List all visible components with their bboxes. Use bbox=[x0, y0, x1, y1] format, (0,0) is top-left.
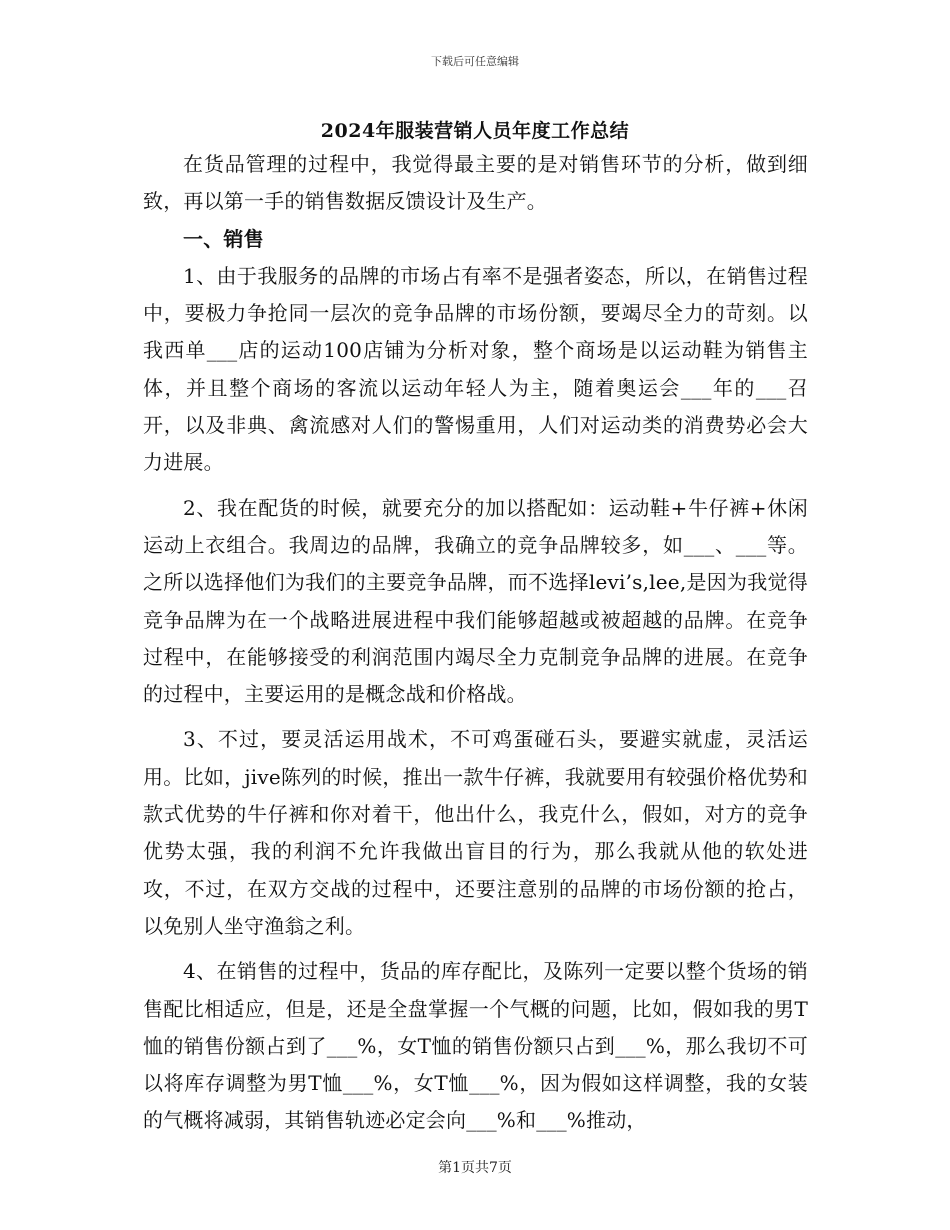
paragraph-1: 1、由于我服务的品牌的市场占有率不是强者姿态，所以，在销售过程中，要极力争抢同一层次的竞争品牌的市场份额，要竭尽全力的苛刻。以我西单___店的运动100店铺为分析对象，整个商场是以运动鞋为销售主体，并且整个商场的客流以运动年轻人为主，随着奥运会___年的___召开，以及非典、禽流感对人们的警惕重用，人们对运动类的消费势必会大力进展。 bbox=[143, 263, 808, 475]
intro-paragraph: 在货品管理的过程中，我觉得最主要的是对销售环节的分析，做到细致，再以第一手的销售数据反馈设计及生产。 bbox=[143, 152, 808, 214]
document-title: 2024年服装营销人员年度工作总结 bbox=[320, 120, 630, 142]
paragraph-3: 3、不过，要灵活运用战术，不可鸡蛋碰石头，要避实就虚，灵活运用。比如，jive陈列的时候，推出一款牛仔裤，我就要用有较强价格优势和款式优势的牛仔裤和你对着干，他出什么，我克什么，假如，对方的竞争优势太强，我的利润不允许我做出盲目的行为，那么我就从他的软处进攻，不过，在双方交战的过程中，还要注意别的品牌的市场份额的抢占，以免别人坐守渔翁之利。 bbox=[143, 727, 808, 938]
section-heading-sales: 一、销售 bbox=[183, 226, 264, 251]
page-footer: 第1页共7页 bbox=[438, 1160, 512, 1176]
paragraph-2: 2、我在配货的时候，就要充分的加以搭配如：运动鞋+牛仔裤+休闲运动上衣组合。我周边的品牌，我确立的竞争品牌较多，如___、___等。之所以选择他们为我们的主要竞争品牌，而不选择levi’s,lee,是因为我觉得竞争品牌为在一个战略进展进程中我们能够超越或被超越的品牌。在竞争过程中，在能够接受的利润范围内竭尽全力克制竞争品牌的进展。在竞争的过程中，主要运用的是概念战和价格战。 bbox=[143, 495, 808, 707]
page-header: 下载后可任意编辑 bbox=[431, 55, 519, 68]
document-body bbox=[143, 146, 808, 1140]
paragraph-4: 4、在销售的过程中，货品的库存配比，及陈列一定要以整个货场的销售配比相适应，但是，还是全盘掌握一个气概的问题，比如，假如我的男T恤的销售份额占到了___%，女T恤的销售份额只占到___%，那么我切不可以将库存调整为男T恤___%，女T恤___%，因为假如这样调整，我的女装的气概将减弱，其销售轨迹必定会向___%和___%推动， bbox=[143, 959, 808, 1133]
